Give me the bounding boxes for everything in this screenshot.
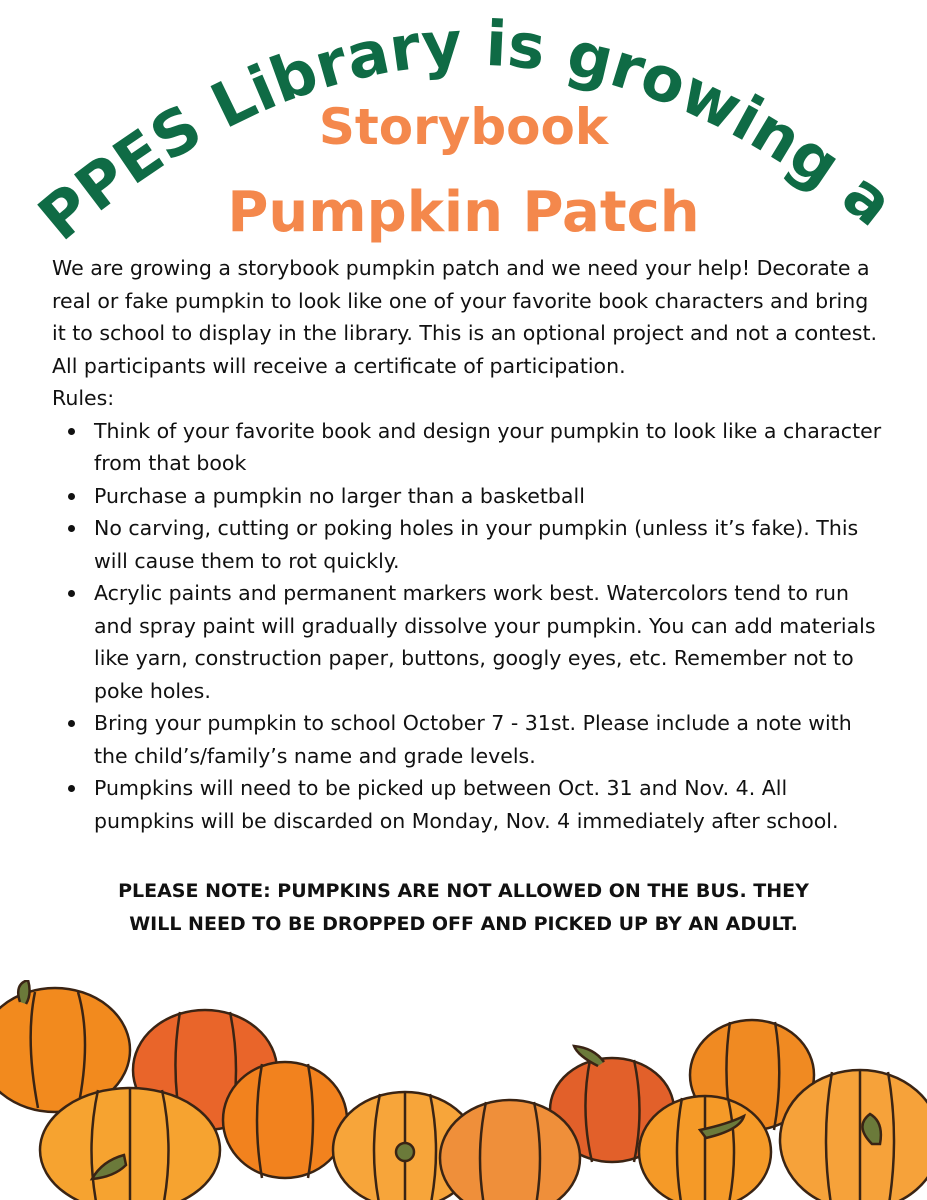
rule-text: Bring your pumpkin to school October 7 - 31st. Please include a note with the child’s/family’s name and grade levels. (94, 711, 852, 768)
intro-paragraph: We are growing a storybook pumpkin patch and we need your help! Decorate a real or fake pumpkin to look like one of your favorite book characters and bring it to school to display in the library. This is an optional project and not a contest. All participants will receive a certificate of participation. (52, 256, 877, 378)
rules-label: Rules: (52, 386, 115, 410)
rule-item (52, 480, 882, 513)
rule-item (52, 577, 882, 707)
rule-text: Pumpkins will need to be picked up between Oct. 31 and Nov. 4. All pumpkins will be discarded on Monday, Nov. 4 immediately after school. (94, 776, 839, 833)
bullet-icon (68, 785, 75, 792)
pumpkin-icon (223, 1062, 347, 1178)
rule-text: Think of your favorite book and design your pumpkin to look like a character from that book (94, 418, 882, 475)
flyer-body (52, 252, 882, 837)
bus-note-line-2: WILL NEED TO BE DROPPED OFF AND PICKED UP BY AN ADULT. (129, 913, 798, 935)
subtitle-storybook: Storybook (318, 98, 609, 156)
pumpkin-icon (40, 1088, 220, 1200)
bullet-icon (68, 428, 75, 435)
page-title-text: PPES Library is growing a (24, 6, 908, 255)
bus-note (40, 875, 887, 941)
rules-list (52, 415, 882, 838)
rule-text: No carving, cutting or poking holes in your pumpkin (unless it’s fake). This will cause them to rot quickly. (94, 516, 859, 573)
rule-item (52, 415, 882, 480)
rule-text: Purchase a pumpkin no larger than a basketball (94, 483, 585, 508)
pumpkin-patch-illustration (0, 980, 927, 1200)
rule-item (52, 772, 882, 837)
bullet-icon (68, 493, 75, 500)
rule-item (52, 707, 882, 772)
pumpkin-icon (440, 1100, 580, 1200)
bullet-icon (68, 525, 75, 532)
rule-item (52, 512, 882, 577)
bullet-icon (68, 720, 75, 727)
rule-text: Acrylic paints and permanent markers work best. Watercolors tend to run and spray paint will gradually dissolve your pumpkin. You can add materials like yarn, construction paper, buttons, googly eyes, etc. Remember not to poke holes. (94, 581, 876, 703)
bullet-icon (68, 590, 75, 597)
subtitle-pumpkin-patch: Pumpkin Patch (227, 180, 700, 245)
pumpkin-icon (639, 1096, 771, 1200)
bus-note-line-1: PLEASE NOTE: PUMPKINS ARE NOT ALLOWED ON THE BUS. THEY (118, 880, 809, 902)
